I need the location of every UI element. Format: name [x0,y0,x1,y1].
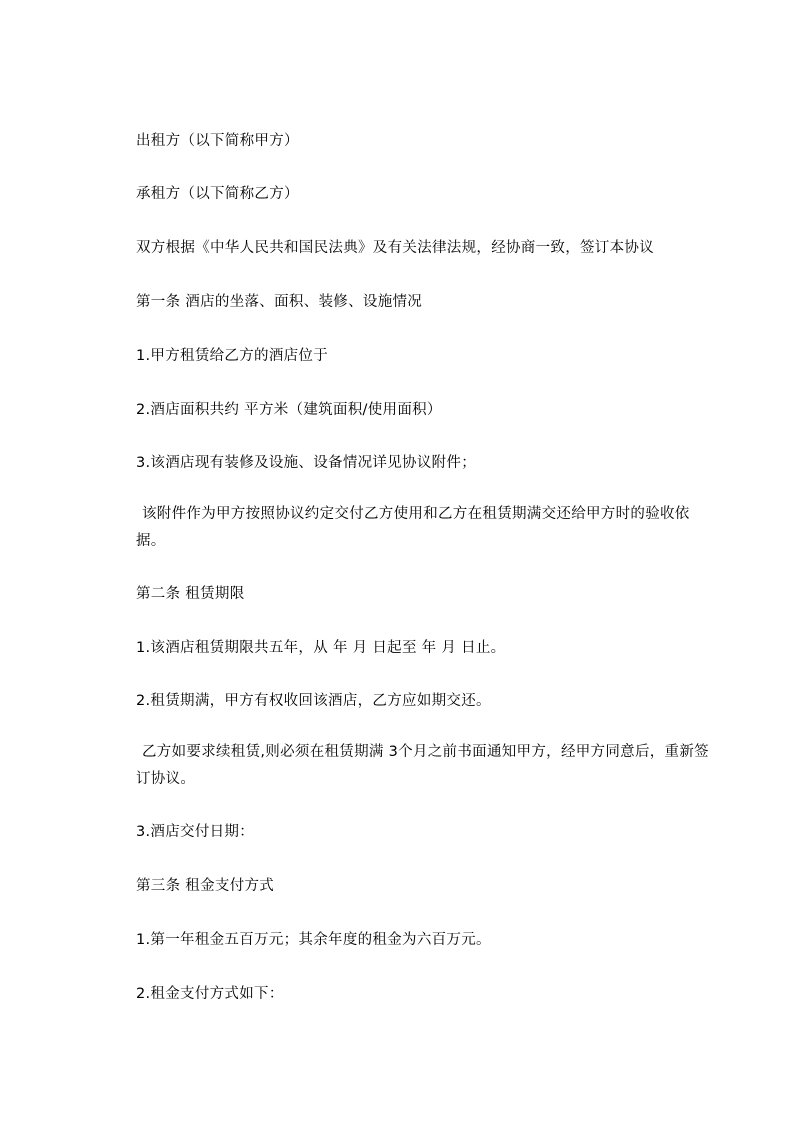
article-2-item-2: 2.租赁期满，甲方有权收回该酒店，乙方应如期交还。 [136,693,491,709]
lessee-line: 承租方（以下简称乙方） [136,186,299,202]
lessor-line: 出租方（以下简称甲方） [136,133,299,149]
article-1-heading: 第一条 酒店的坐落、面积、装修、设施情况 [136,294,423,310]
appendix-paragraph-text: 该附件作为甲方按照协议约定交付乙方使用和乙方在租赁期满交还给甲方时的验收依据。 [136,506,690,549]
article-1-item-2: 2.酒店面积共约 平方米（建筑面积/使用面积） [136,402,442,418]
article-2-heading: 第二条 租赁期限 [136,586,245,602]
preamble-line: 双方根据《中华人民共和国民法典》及有关法律法规，经协商一致，签订本协议 [136,240,654,256]
article-2-item-1: 1.该酒店租赁期限共五年，从 年 月 日起至 年 月 日止。 [136,640,506,656]
appendix-paragraph [136,501,710,555]
renewal-paragraph [136,739,710,793]
article-3-heading: 第三条 租金支付方式 [136,878,275,894]
article-2-item-3: 3.酒店交付日期： [136,824,255,840]
article-3-item-2: 2.租金支付方式如下： [136,986,284,1002]
article-1-item-3: 3.该酒店现有装修及设施、设备情况详见协议附件； [136,455,477,471]
article-3-item-1: 1.第一年租金五百万元；其余年度的租金为六百万元。 [136,932,491,948]
renewal-paragraph-text: 乙方如要求续租赁,则必须在租赁期满 3个月之前书面通知甲方，经甲方同意后，重新签订协议。 [136,744,709,787]
article-1-item-1: 1.甲方租赁给乙方的酒店位于 [136,348,329,364]
